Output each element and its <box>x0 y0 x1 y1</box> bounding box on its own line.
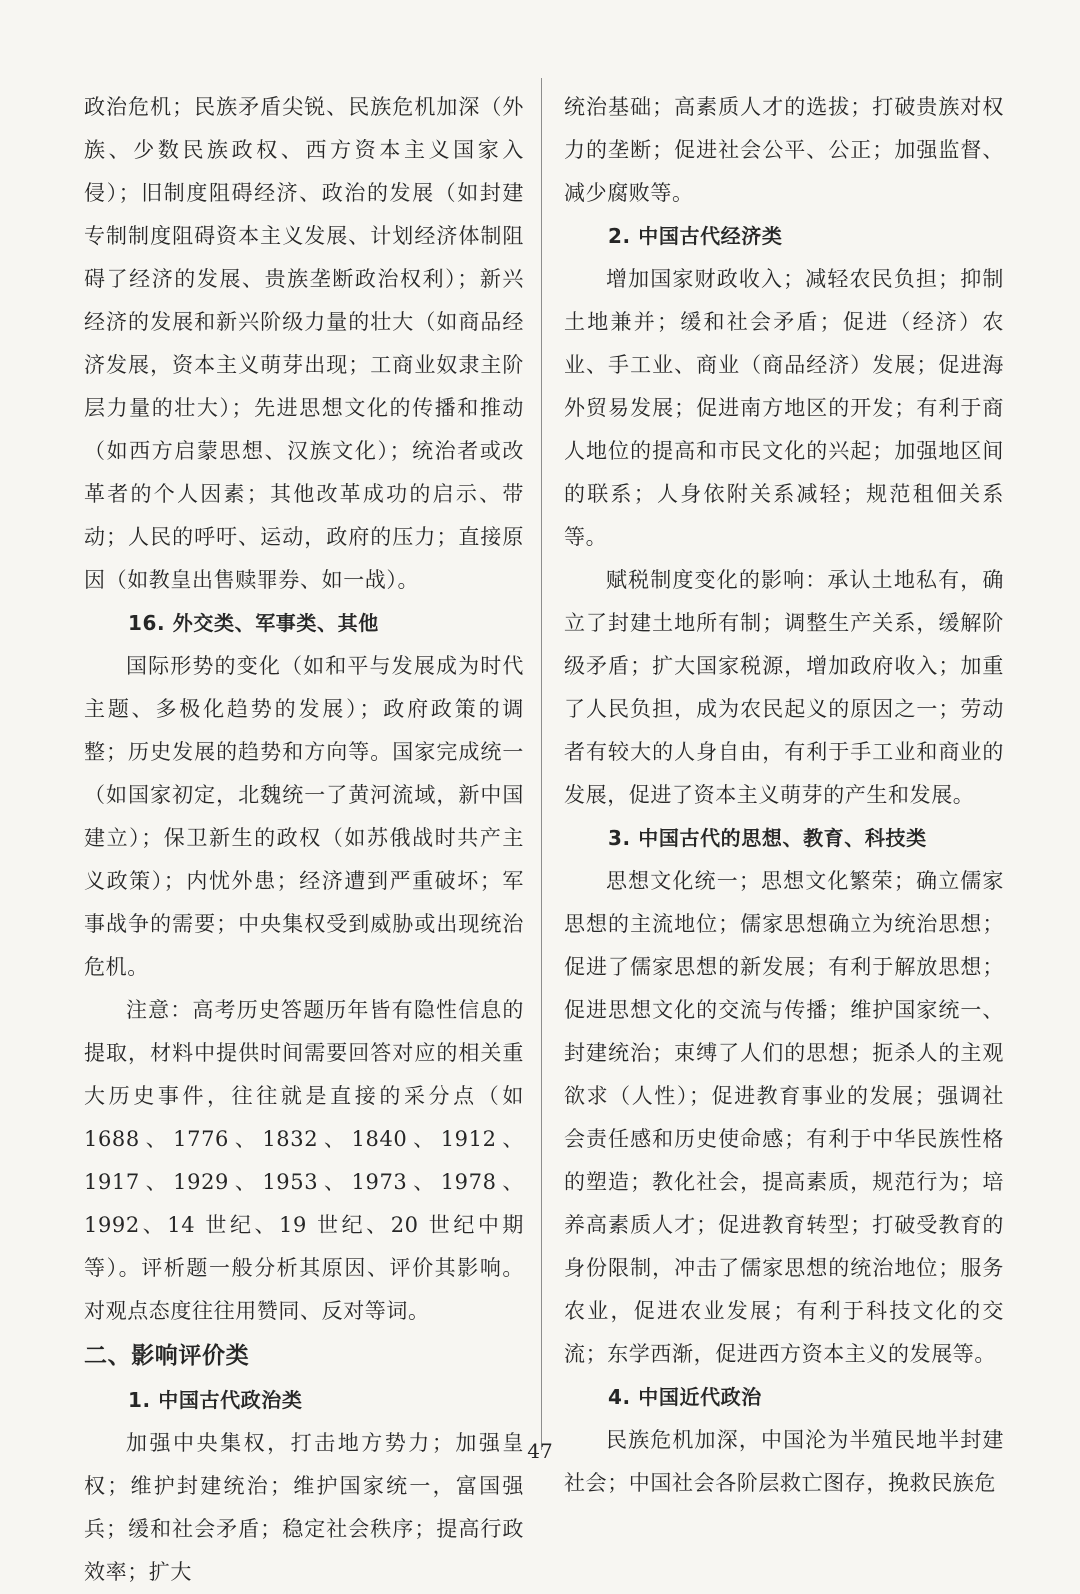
paragraph-diplomacy-military: 国际形势的变化（如和平与发展成为时代主题、多极化趋势的发展）；政府政策的调整；历史发展的趋势和方向等。国家完成统一（如国家初定，北魏统一了黄河流域，新中国建立）；保卫新生的政权（如苏俄战时共产主义政策）；内忧外患；经济遭到严重破坏；军事战争的需要；中央集权受到威胁或出现统治危机。 <box>84 654 524 979</box>
paragraph-continued: 统治基础；高素质人才的选拔；打破贵族对权力的垄断；促进社会公平、公正；加强监督、减少腐败等。 <box>564 95 1004 205</box>
section-heading-ancient-economy: 2. 中国古代经济类 <box>608 224 783 248</box>
page-number: 47 <box>527 1439 553 1463</box>
left-column <box>84 86 524 1594</box>
paragraph-note: 注意：高考历史答题历年皆有隐性信息的提取，材料中提供时间需要回答对应的相关重大历史事件，往往就是直接的采分点（如 1688、1776、1832、1840、1912、1917、1929、1953、1973、1978、1992、14 世纪、19 世纪、20 世纪中期等）。评析题一般分析其原因、评价其影响。对观点态度往往用赞同、反对等词。 <box>84 998 524 1323</box>
paragraph-thought-education-science: 思想文化统一；思想文化繁荣；确立儒家思想的主流地位；儒家思想确立为统治思想；促进了儒家思想的新发展；有利于解放思想；促进思想文化的交流与传播；维护国家统一、封建统治；束缚了人们的思想；扼杀人的主观欲求（人性）；促进教育事业的发展；强调社会责任感和历史使命感；有利于中华民族性格的塑造；教化社会，提高素质，规范行为；培养高素质人才；促进教育转型；打破受教育的身份限制，冲击了儒家思想的统治地位；服务农业，促进农业发展；有利于科技文化的交流；东学西渐，促进西方资本主义的发展等。 <box>564 869 1004 1366</box>
paragraph-tax-system: 赋税制度变化的影响：承认土地私有，确立了封建土地所有制；调整生产关系，缓解阶级矛盾；扩大国家税源，增加政府收入；加重了人民负担，成为农民起义的原因之一；劳动者有较大的人身自由，有利于手工业和商业的发展，促进了资本主义萌芽的产生和发展。 <box>564 568 1004 807</box>
section-heading-modern-politics: 4. 中国近代政治 <box>608 1385 762 1409</box>
paragraph-ancient-politics: 加强中央集权，打击地方势力；加强皇权；维护封建统治；维护国家统一，富国强兵；缓和社会矛盾；稳定社会秩序；提高行政效率；扩大 <box>84 1431 524 1584</box>
section-heading-thought-education-science: 3. 中国古代的思想、教育、科技类 <box>608 826 927 850</box>
right-column <box>564 86 1004 1505</box>
paragraph-continued: 政治危机；民族矛盾尖锐、民族危机加深（外族、少数民族政权、西方资本主义国家入侵）；旧制度阻碍经济、政治的发展（如封建专制制度阻碍资本主义发展、计划经济体制阻碍了经济的发展、贵族垄断政治权利）；新兴经济的发展和新兴阶级力量的壮大（如商品经济发展，资本主义萌芽出现；工商业奴隶主阶层力量的壮大）；先进思想文化的传播和推动（如西方启蒙思想、汉族文化）；统治者或改革者的个人因素；其他改革成功的启示、带动；人民的呼吁、运动，政府的压力；直接原因（如教皇出售赎罪券、如一战）。 <box>84 95 524 592</box>
chapter-heading-impact-evaluation: 二、影响评价类 <box>84 1343 250 1369</box>
column-divider <box>541 78 542 1450</box>
paragraph-ancient-economy: 增加国家财政收入；减轻农民负担；抑制土地兼并；缓和社会矛盾；促进（经济）农业、手工业、商业（商品经济）发展；促进海外贸易发展；促进南方地区的开发；有利于商人地位的提高和市民文化的兴起；加强地区间的联系；人身依附关系减轻；规范租佃关系等。 <box>564 267 1004 549</box>
paragraph-modern-politics: 民族危机加深，中国沦为半殖民地半封建社会；中国社会各阶层救亡图存，挽救民族危 <box>564 1428 1004 1495</box>
section-heading-ancient-politics: 1. 中国古代政治类 <box>128 1388 303 1412</box>
section-heading-16: 16. 外交类、军事类、其他 <box>128 611 379 635</box>
